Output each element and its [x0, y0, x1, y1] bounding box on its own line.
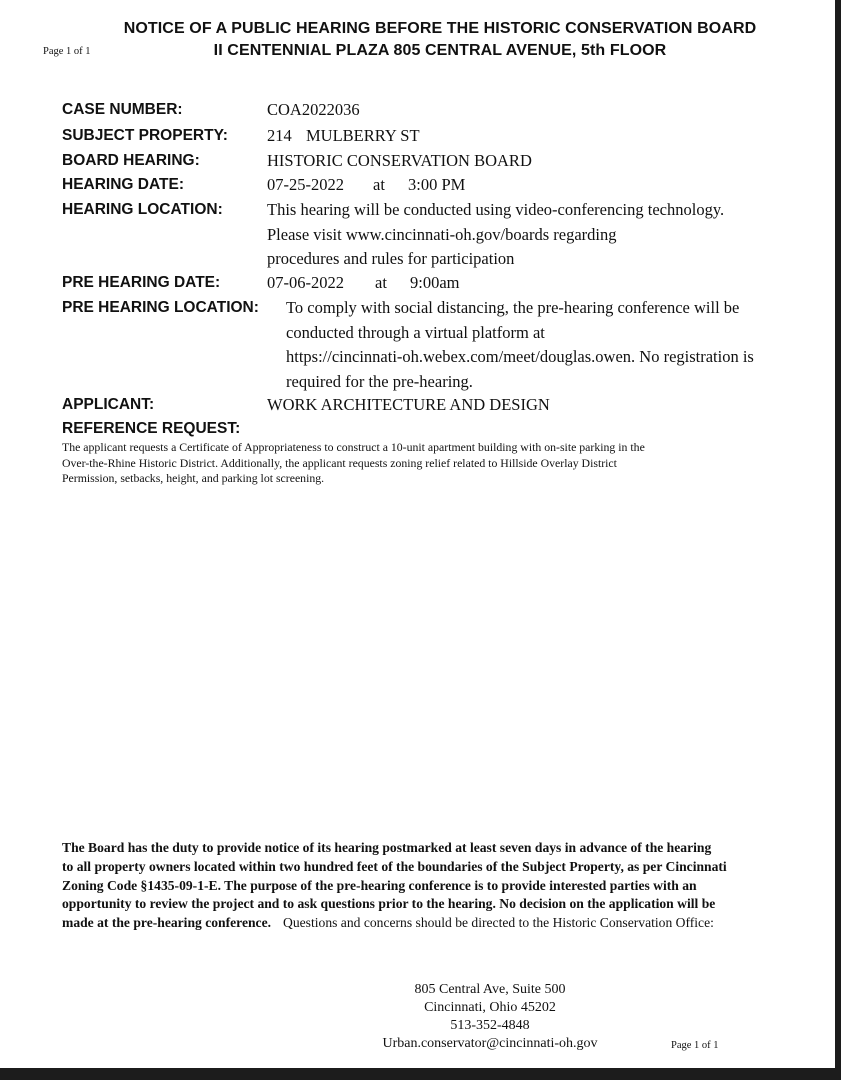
dark-border-right	[835, 0, 841, 1080]
hearing-location-line: Please visit www.cincinnati-oh.gov/boards regarding	[267, 224, 617, 244]
hearing-location-label: HEARING LOCATION:	[62, 201, 223, 218]
notice-bold-line: Zoning Code §1435-09-1-E. The purpose of the pre-hearing conference is to provide interested parties with an	[62, 877, 697, 893]
dark-border-bottom	[0, 1068, 24, 1080]
reference-request-label: REFERENCE REQUEST:	[62, 420, 241, 437]
pre-hearing-date-at: at	[375, 273, 387, 292]
reference-request-line: Permission, setbacks, height, and parking lot screening.	[62, 471, 325, 485]
reference-request-line: The applicant requests a Certificate of Appropriateness to construct a 10-unit apartment building with on-site parking in the	[62, 440, 645, 454]
subject-property-label: SUBJECT PROPERTY:	[62, 127, 228, 144]
page-label-bottom: Page 1 of 1	[671, 1040, 719, 1051]
hearing-date-at: at	[373, 175, 385, 194]
reference-request-text	[62, 440, 752, 487]
case-number-value: COA2022036	[267, 100, 360, 119]
address-phone: 513-352-4848	[450, 1018, 530, 1033]
page-label-top: Page 1 of 1	[43, 46, 91, 57]
pre-hearing-location-line: required for the pre-hearing.	[286, 371, 473, 391]
pre-hearing-date-value: 07-06-2022	[267, 273, 344, 292]
pre-hearing-location-line: To comply with social distancing, the pre-hearing conference will be	[286, 298, 740, 317]
applicant-value: WORK ARCHITECTURE AND DESIGN	[267, 395, 550, 414]
title-line-2: II CENTENNIAL PLAZA 805 CENTRAL AVENUE, 5th FLOOR	[213, 42, 667, 59]
hearing-location-line: This hearing will be conducted using video-conferencing technology.	[267, 200, 725, 219]
title-line-1: NOTICE OF A PUBLIC HEARING BEFORE THE HISTORIC CONSERVATION BOARD	[123, 20, 757, 37]
case-number-label: CASE NUMBER:	[62, 101, 183, 118]
hearing-time-value: 3:00 PM	[408, 175, 466, 194]
pre-hearing-location-line: conducted through a virtual platform at	[286, 322, 545, 342]
address-email: Urban.conservator@cincinnati-oh.gov	[382, 1036, 598, 1051]
hearing-location-line: procedures and rules for participation	[267, 249, 515, 268]
subject-property-street: MULBERRY ST	[306, 126, 420, 145]
address-street: 805 Central Ave, Suite 500	[414, 982, 566, 997]
notice-bold-line: The Board has the duty to provide notice of its hearing postmarked at least seven days in advance of the hearing	[62, 840, 712, 855]
reference-request-line: Over-the-Rhine Historic District. Additionally, the applicant requests zoning relief related to Hillside Overlay District	[62, 455, 617, 470]
address-city: Cincinnati, Ohio 45202	[424, 1000, 556, 1015]
pre-hearing-location-line: https://cincinnati-oh.webex.com/meet/douglas.owen. No registration is	[286, 347, 754, 366]
notice-bold-line: opportunity to review the project and to ask questions prior to the hearing. No decision on the application will be	[62, 896, 716, 912]
board-hearing-label: BOARD HEARING:	[62, 152, 200, 169]
hearing-date-label: HEARING DATE:	[62, 176, 184, 193]
notice-paragraph	[62, 839, 802, 933]
hearing-date-value: 07-25-2022	[267, 175, 344, 194]
notice-bold-line: made at the pre-hearing conference.	[62, 915, 272, 931]
notice-bold-line: to all property owners located within two hundred feet of the boundaries of the Subject Property, as per Cincinnati	[62, 858, 727, 874]
board-hearing-value: HISTORIC CONSERVATION BOARD	[267, 151, 532, 170]
office-address	[300, 981, 680, 1053]
pre-hearing-date-label: PRE HEARING DATE:	[62, 274, 221, 291]
subject-property-number: 214	[267, 126, 292, 145]
notice-plain-tail: Questions and concerns should be directed to the Historic Conservation Office:	[283, 915, 714, 931]
pre-hearing-time-value: 9:00am	[410, 273, 460, 292]
pre-hearing-location-text	[286, 296, 754, 394]
hearing-location-text	[267, 198, 724, 272]
notice-title	[100, 18, 780, 62]
pre-hearing-location-label: PRE HEARING LOCATION:	[62, 299, 259, 316]
applicant-label: APPLICANT:	[62, 396, 155, 413]
